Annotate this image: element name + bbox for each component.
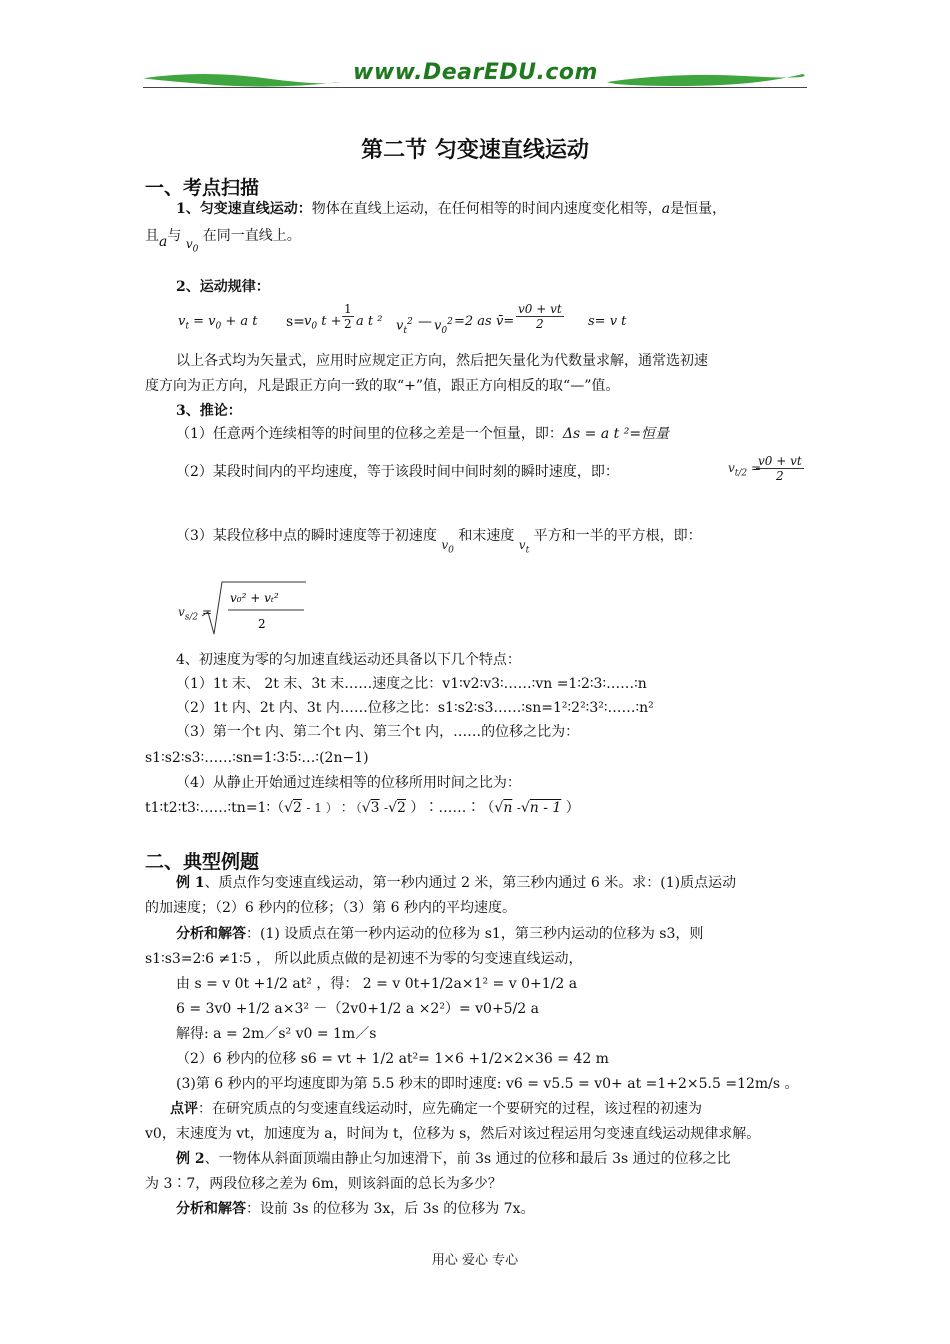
vector-note-line-1: 以上各式均为矢量式，应用时应规定正方向，然后把矢量化为代数量求解，通常选初速 bbox=[176, 353, 708, 369]
definition-line-2: 且a与 $v_0$ 在同一直线上。 bbox=[145, 228, 301, 255]
inference-1: （1）任意两个连续相等的时间里的位移之差是一个恒量，即：Δs = a t ²=恒量 bbox=[176, 426, 670, 442]
site-logo-text[interactable]: www.DearEDU.com bbox=[353, 60, 598, 85]
feature-3-ratio: s1∶s2∶s3∶……∶sn=1∶3∶5∶…∶(2n−1) bbox=[145, 750, 369, 766]
page-footer: 用心 爱心 专心 bbox=[431, 1253, 519, 1268]
answer-1-line-7: (3)第 6 秒内的平均速度即为第 5.5 秒末的即时速度: v6 = v5.5 = v0+ at =1+2×5.5 =12m/s 。 bbox=[176, 1076, 799, 1092]
answer-1-line-3: 由 s = v 0t +1/2 at² ，得： 2 = v 0t+1/2a×1² = v 0+1/2 a bbox=[176, 976, 578, 992]
comment-line-2: v0，末速度为 vt，加速度为 a，时间为 t，位移为 s，然后对该过程运用匀变速直线运动规律求解。 bbox=[145, 1126, 761, 1142]
feature-4-ratio: t1∶t2∶t3∶……∶tn=1∶（√2 - 1 ）∶（√3 -√2 ）∶……∶（√n -√n - 1 ） bbox=[145, 800, 580, 816]
page-header bbox=[143, 60, 807, 92]
answer-1-line-6: （2）6 秒内的位移 s6 = vt + 1/2 at²= 1×6 +1/2×2×36 = 42 m bbox=[176, 1051, 609, 1067]
section-heading-1: 一、考点扫描 bbox=[145, 177, 260, 199]
header-rule bbox=[143, 87, 807, 88]
feature-intro: 4、初速度为零的匀加速直线运动还具备以下几个特点： bbox=[176, 652, 521, 668]
vector-note-line-2: 度方向为正方向，凡是跟正方向一致的取“+”值，跟正方向相反的取“—”值。 bbox=[145, 378, 620, 394]
svg-text:2: 2 bbox=[258, 617, 266, 631]
answer-1-line-4: 6 = 3v0 +1/2 a×3² －（2v0+1/2 a ×2²）= v0+5/2 a bbox=[176, 1001, 540, 1017]
example-2-line-2: 为 3∶7，两段位移之差为 6m，则该斜面的总长为多少？ bbox=[145, 1176, 502, 1192]
definition-line-1: 1、匀变速直线运动：物体在直线上运动，在任何相等的时间内速度变化相等，a是恒量， bbox=[176, 201, 727, 217]
motion-law-formulas: $v_t = v_0 + a$ t s= $v_0$ t + $\frac{1}{2}$ a t ² $v_t^2$ — $v_0^2$ =2 as v̄= $\frac{v0 + vt}{2}$ s= v t bbox=[178, 302, 627, 336]
inference-3-formula: $v_{s/2}$ = v₀² + vₜ² 2 bbox=[178, 578, 840, 640]
inference-2: （2）某段时间内的平均速度，等于该段时间中间时刻的瞬时速度，即： $v_{t/2}$ = $\frac{v0 + vt}{2}$ bbox=[176, 454, 802, 483]
motion-law-label: 2、运动规律： bbox=[176, 279, 270, 295]
feature-4: （4）从静止开始通过连续相等的位移所用时间之比为： bbox=[176, 775, 521, 791]
inference-label: 3、推论： bbox=[176, 403, 242, 419]
example-2-line-1: 例 2、一物体从斜面顶端由静止匀加速滑下，前 3s 通过的位移和最后 3s 通过的位移之比 bbox=[176, 1151, 731, 1167]
section-heading-2: 二、典型例题 bbox=[145, 851, 260, 873]
feature-3: （3）第一个t 内、第二个t 内、第三个t 内，……的位移之比为： bbox=[176, 724, 580, 740]
answer-1-line-1: 分析和解答：(1) 设质点在第一秒内运动的位移为 s1，第三秒内运动的位移为 s3，则 bbox=[176, 926, 704, 942]
feature-2: （2）1t 内、2t 内、3t 内……位移之比：s1∶s2∶s3……∶sn=1²∶2²∶3²∶……∶n² bbox=[176, 700, 654, 716]
answer-1-line-2: s1∶s3=2∶6 ≠1∶5 ， 所以此质点做的是初速不为零的匀变速直线运动， bbox=[145, 951, 583, 967]
example-1-line-2: 的加速度；（2）6 秒内的位移；（3）第 6 秒内的平均速度。 bbox=[145, 900, 516, 916]
comment-line-1: 点评：在研究质点的匀变速直线运动时，应先确定一个要研究的过程，该过程的初速为 bbox=[170, 1101, 702, 1117]
inference-3: （3）某段位移中点的瞬时速度等于初速度 $v_0$ 和末速度 $v_t$ 平方和一半的平方根，即： bbox=[176, 528, 702, 556]
svg-text:v₀² + vₜ²: v₀² + vₜ² bbox=[230, 591, 279, 605]
feature-1: （1）1t 末、 2t 末、3t 末……速度之比：v1∶v2∶v3∶……∶vn =1∶2∶3∶……∶n bbox=[176, 676, 647, 692]
sqrt-sign-icon bbox=[200, 578, 310, 638]
example-1-line-1: 例 1、质点作匀变速直线运动，第一秒内通过 2 米，第三秒内通过 6 米。求：(1)质点运动 bbox=[176, 875, 737, 891]
page-title: 第二节 匀变速直线运动 bbox=[361, 138, 589, 163]
answer-1-line-5: 解得: a = 2m／s² v0 = 1m／s bbox=[176, 1026, 377, 1042]
answer-2-line-1: 分析和解答：设前 3s 的位移为 3x，后 3s 的位移为 7x。 bbox=[176, 1201, 535, 1217]
